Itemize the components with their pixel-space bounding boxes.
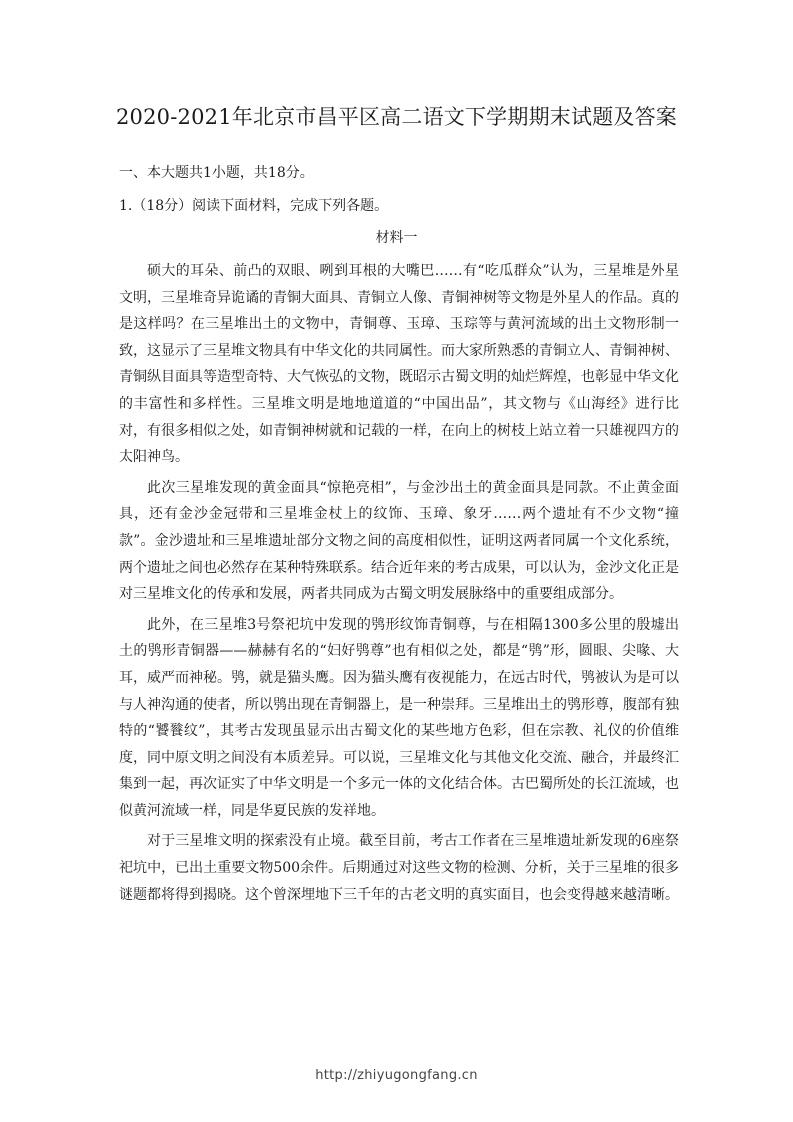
material-body: [119, 258, 679, 912]
material-label: 材料一: [375, 230, 418, 246]
paragraph: 此外，在三星堆3号祭祀坑中发现的鸮形纹饰青铜尊，与在相隔1300多公里的殷墟出土的鸮形青铜器——赫赫有名的“妇好鸮尊”也有相似之处，都是“鸮”形，圆眼、尖喙、大耳，威严而神秘。鸮，就是猫头鹰。因为猫头鹰有夜视能力，在远古时代，鸮被认为是可以与人神沟通的使者，所以鸮出现在青铜器上，是一种崇拜。三星堆出土的鸮形尊，腹部有独特的“饕餮纹”，其考古发现虽显示出古蜀文化的某些地方色彩，但在宗教、礼仪的价值维度，同中原文明之间没有本质差异。可以说，三星堆文化与其他文化交流、融合，并最终汇集到一起，再次证实了中华文明是一个多元一体的文化结合体。古巴蜀所处的长江流域，也似黄河流域一样，同是华夏民族的发祥地。: [119, 616, 679, 819]
question-intro: 1.（18分）阅读下面材料，完成下列各题。: [119, 198, 389, 214]
paragraph: 硕大的耳朵、前凸的双眼、咧到耳根的大嘴巴……有“吃瓜群众”认为，三星堆是外星文明，三星堆奇异诡谲的青铜大面具、青铜立人像、青铜神树等文物是外星人的作品。真的是这样吗？在三星堆出土的文物中，青铜尊、玉璋、玉琮等与黄河流域的出土文物形制一致，这显示了三星堆文物具有中华文化的共同属性。而大家所熟悉的青铜立人、青铜神树、青铜纵目面具等造型奇特、大气恢弘的文物，既昭示古蜀文明的灿烂辉煌，也彰显中华文化的丰富性和多样性。三星堆文明是地地道道的“中国出品”，其文物与《山海经》进行比对，有很多相似之处，如青铜神树就和记载的一样，在向上的树枝上站立着一只雄视四方的太阳神鸟。: [119, 263, 679, 466]
paragraph: 此次三星堆发现的黄金面具“惊艳亮相”，与金沙出土的黄金面具是同款。不止黄金面具，还有金沙金冠带和三星堆金杖上的纹饰、玉璋、象牙……两个遗址有不少文物“撞款”。金沙遗址和三星堆遗址部分文物之间的高度相似性，证明这两者同属一个文化系统，两个遗址之间也必然存在某种特殊联系。结合近年来的考古成果，可以认为，金沙文化正是对三星堆文化的传承和发展，两者共同成为古蜀文明发展脉络中的重要组成部分。: [119, 479, 679, 603]
paragraph: 对于三星堆文明的探索没有止境。截至目前，考古工作者在三星堆遗址新发现的6座祭祀坑中，已出土重要文物500余件。后期通过对这些文物的检测、分析，关于三星堆的很多谜题都将得到揭晓。这个曾深埋地下三千年的古老文明的真实面目，也会变得越来越清晰。: [119, 833, 679, 903]
footer-url[interactable]: http://zhiyugongfang.cn: [315, 1068, 478, 1083]
page-title: 2020-2021年北京市昌平区高二语文下学期期末试题及答案: [116, 105, 677, 129]
section-heading: 一、本大题共1小题，共18分。: [119, 165, 314, 181]
